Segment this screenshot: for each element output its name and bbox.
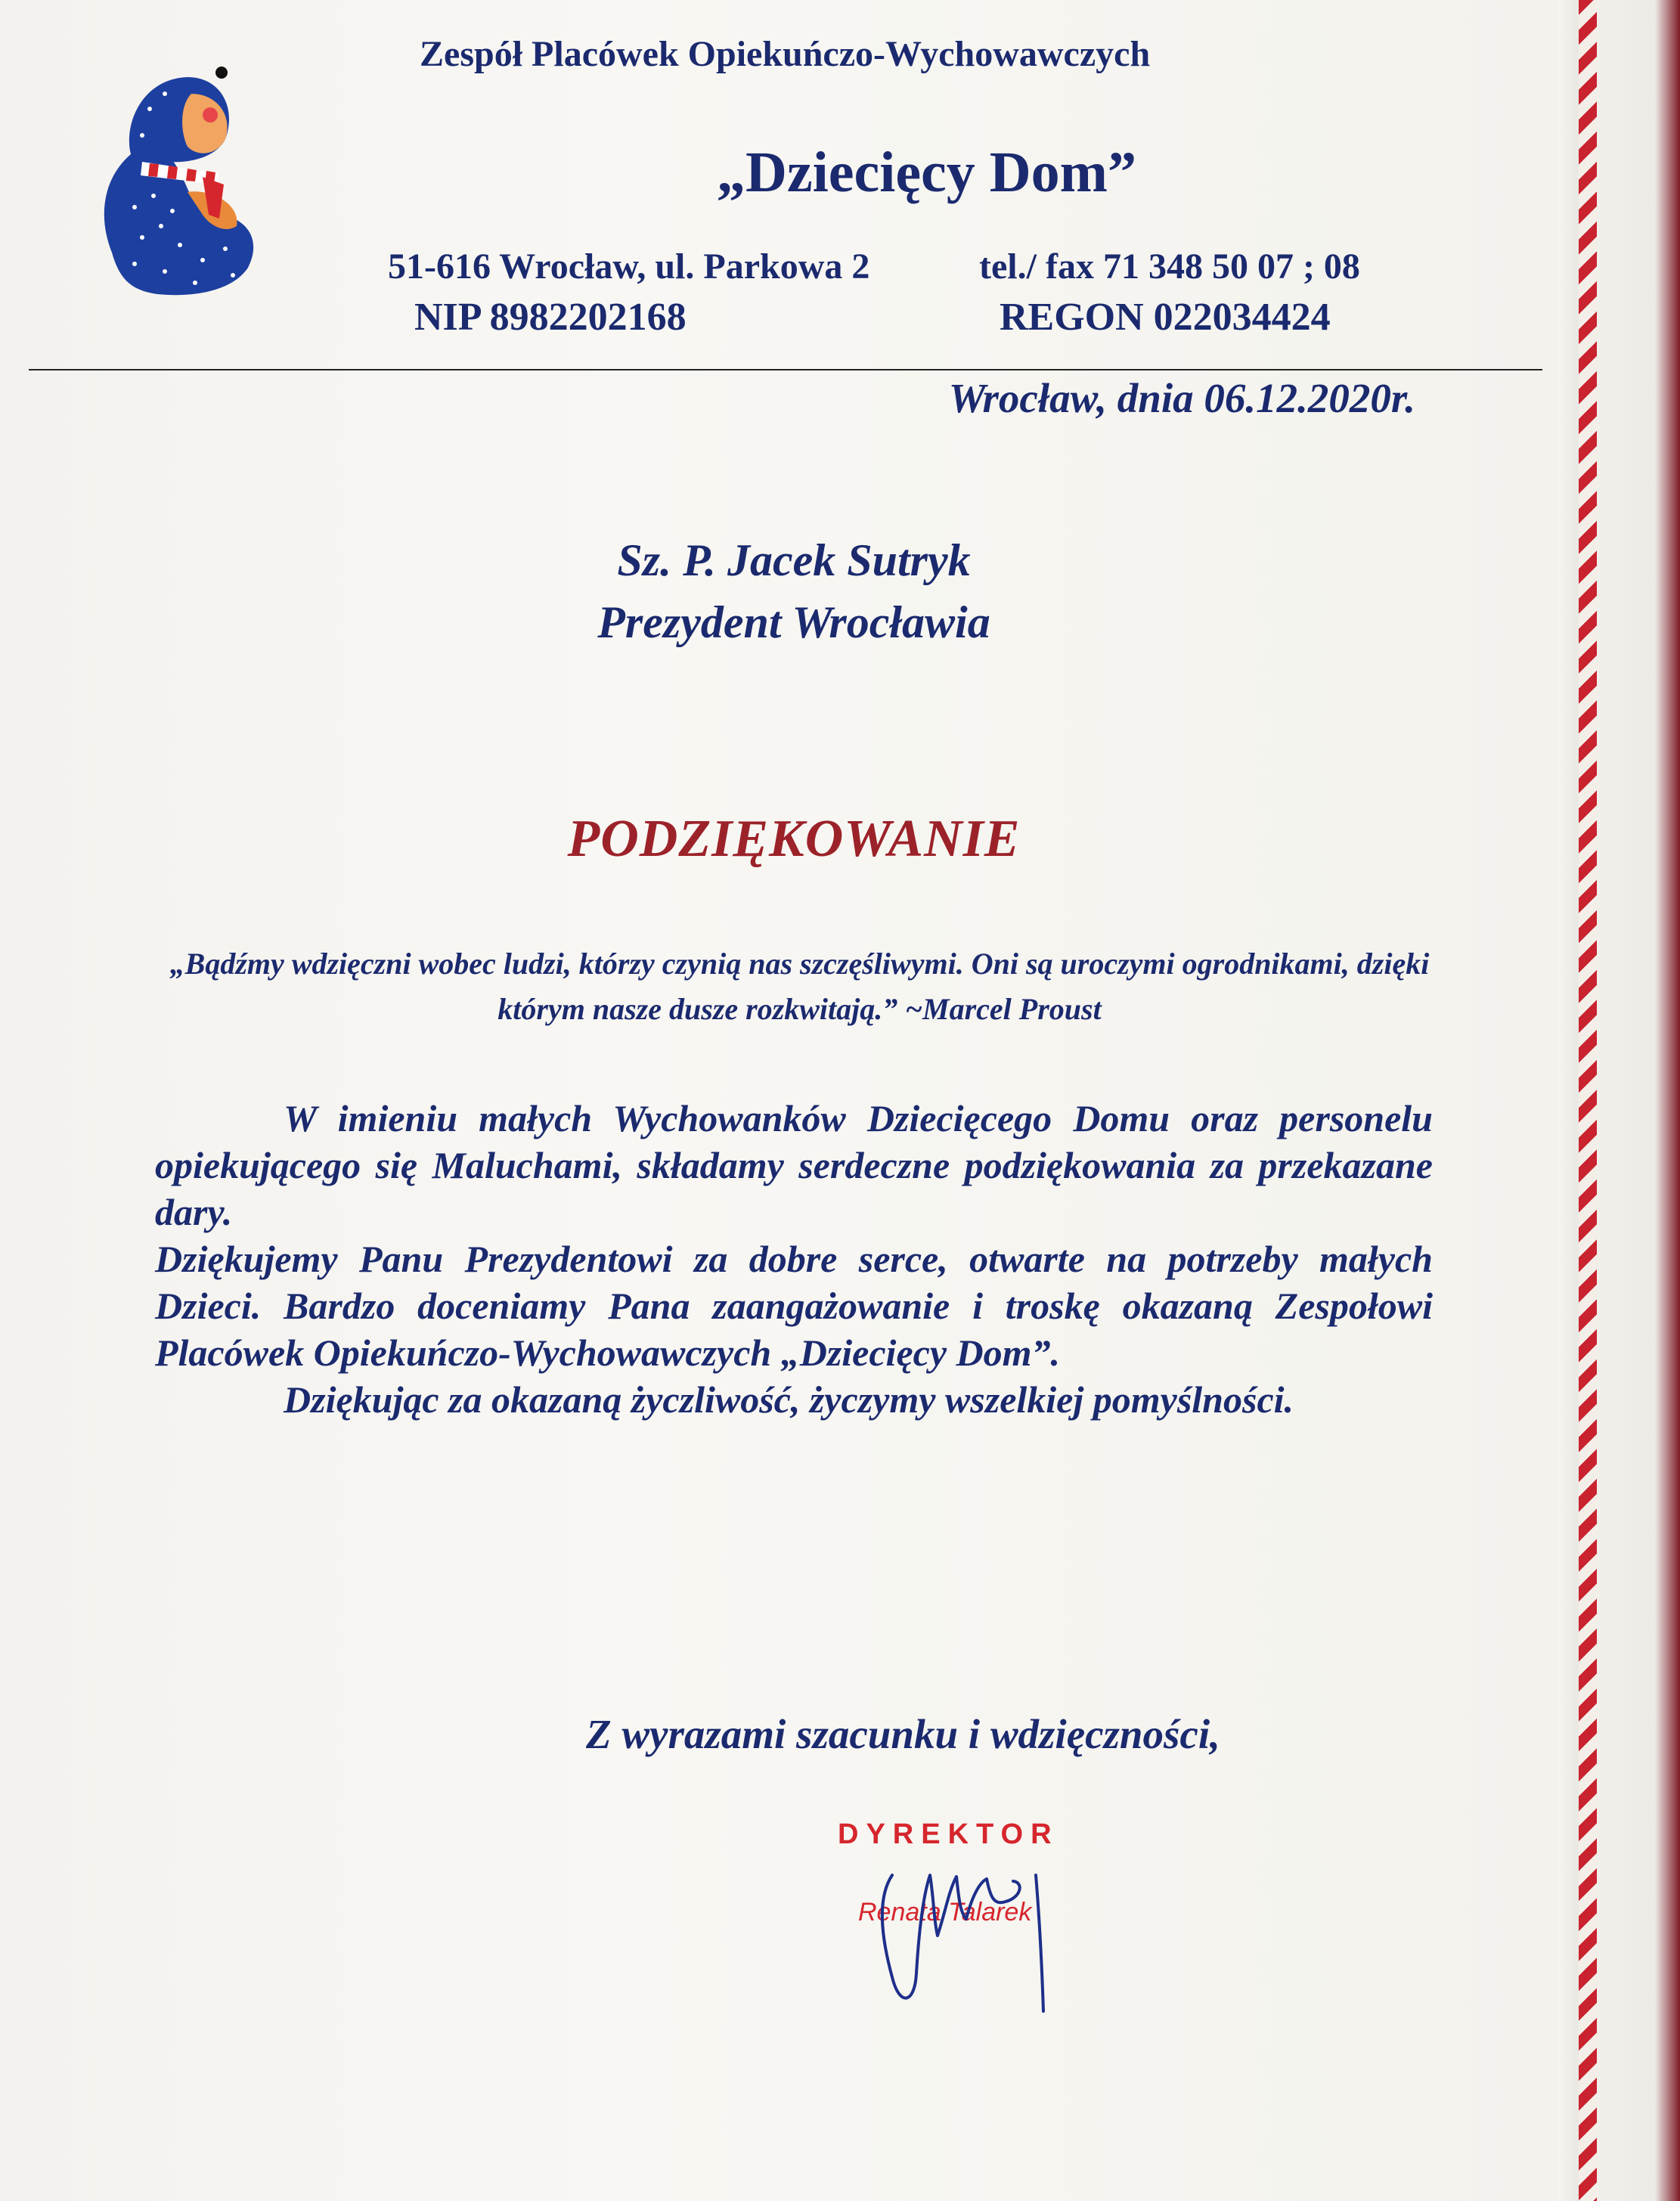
folder-cover [1597, 0, 1680, 2201]
addressee-name: Sz. P. Jacek Sutryk [617, 535, 971, 585]
binding-cord [1579, 0, 1597, 2201]
phone-fax: tel./ fax 71 348 50 07 ; 08 [979, 246, 1360, 287]
paragraph-thanks: W imieniu małych Wychowanków Dziecięcego Domu oraz personelu opiekującego się Maluchami, składamy serdeczne podziękowania za przekazane dary. [155, 1097, 1433, 1233]
child-logo-icon [89, 64, 278, 305]
nip-number: NIP 8982202168 [414, 296, 687, 339]
organization-name: Zespół Placówek Opiekuńczo-Wychowawczych [420, 34, 1151, 74]
paragraph-president: Dziękujemy Panu Prezydentowi za dobre serce, otwarte na potrzeby małych Dzieci. Bardzo doceniamy Pana zaangażowanie i troskę okazaną Zespołowi Placówek Opiekuńczo-Wychowawczych „Dziecięcy Dom”. [155, 1238, 1433, 1374]
brand-name: „Dziecięcy Dom” [717, 141, 1136, 204]
epigraph-quote: „Bądźmy wdzięczni wobec ludzi, którzy czynią nas szczęśliwymi. Oni są uroczymi ogrodnikami, dzięki którym nasze dusze rozkwitają.” ~Marcel Proust [169, 947, 1430, 1026]
addressee [491, 529, 1096, 653]
letter-date: Wrocław, dnia 06.12.2020r. [948, 375, 1415, 421]
handwritten-signature-icon [862, 1830, 1089, 2019]
letter-body [155, 1095, 1433, 1423]
paper-edge [1558, 0, 1580, 2201]
closing-salutation: Z wyrazami szacunku i wdzięczności, [586, 1711, 1220, 1757]
address: 51-616 Wrocław, ul. Parkowa 2 [388, 246, 870, 287]
addressee-title: Prezydent Wrocławia [597, 597, 990, 647]
stamp-role: DYREKTOR [838, 1818, 1059, 1850]
header-divider [29, 369, 1542, 370]
stamp-name: Renata Talarek [858, 1898, 1032, 1927]
regon-number: REGON 022034424 [1000, 296, 1331, 339]
paragraph-wishes: Dziękując za okazaną życzliwość, życzymy wszelkiej pomyślności. [284, 1378, 1294, 1421]
letter-title: PODZIĘKOWANIE [567, 810, 1021, 868]
